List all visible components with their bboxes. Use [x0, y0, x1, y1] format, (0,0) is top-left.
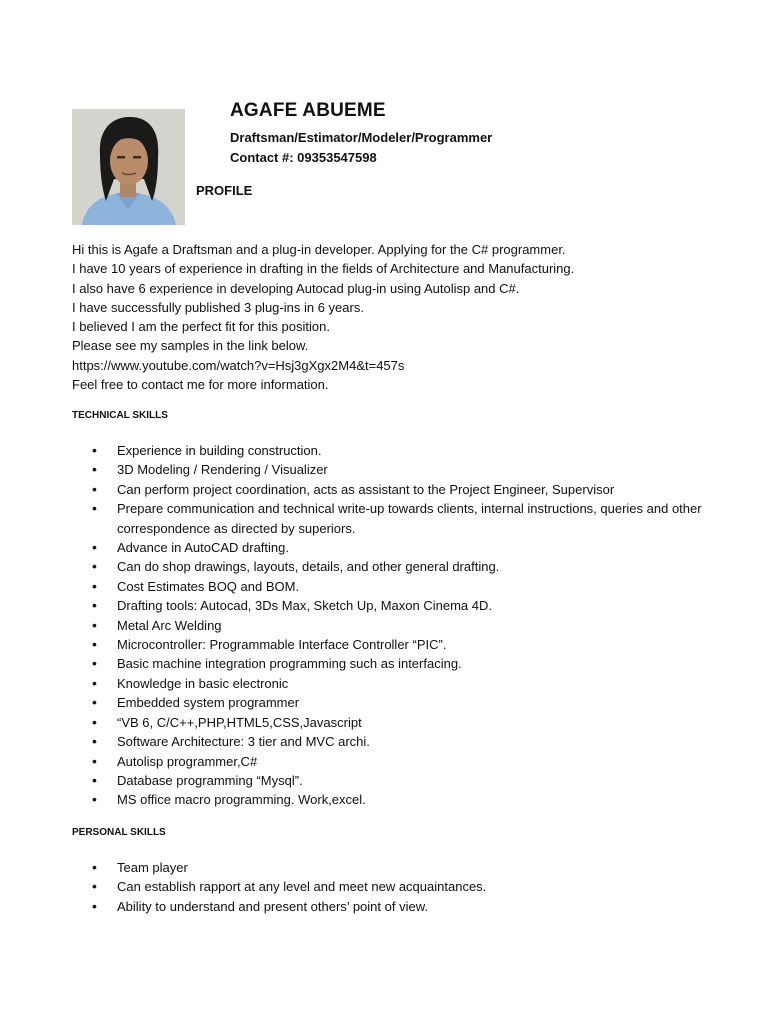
portrait-image	[72, 109, 185, 225]
list-item: • “VB 6, C/C++,PHP,HTML5,CSS,Javascript	[72, 713, 702, 732]
resume-header	[230, 100, 492, 168]
list-item: • Can establish rapport at any level and meet new acquaintances.	[72, 877, 702, 896]
list-item: • Prepare communication and technical write-up towards clients, internal instructions, queries and other correspondence as directed by superiors.	[72, 499, 702, 538]
intro-line: Feel free to contact me for more information.	[72, 377, 329, 393]
profile-intro	[72, 240, 712, 394]
list-item: • Advance in AutoCAD drafting.	[72, 538, 702, 557]
intro-line: Hi this is Agafe a Draftsman and a plug-in developer. Applying for the C# programmer.	[72, 242, 566, 257]
technical-skills-list	[72, 441, 702, 810]
list-item: • Embedded system programmer	[72, 693, 702, 712]
personal-skills-heading: PERSONAL SKILLS	[72, 827, 166, 838]
list-item: • Software Architecture: 3 tier and MVC archi.	[72, 732, 702, 751]
profile-heading: PROFILE	[196, 183, 253, 198]
list-item: • Autolisp programmer,C#	[72, 752, 702, 771]
candidate-name: AGAFE ABUEME	[230, 100, 386, 121]
list-item: • Microcontroller: Programmable Interface Controller “PIC”.	[72, 635, 702, 654]
list-item: • 3D Modeling / Rendering / Visualizer	[72, 460, 702, 479]
list-item: • Knowledge in basic electronic	[72, 674, 702, 693]
list-item: • Can perform project coordination, acts as assistant to the Project Engineer, Supervisor	[72, 480, 702, 499]
intro-line: I believed I am the perfect fit for this position.	[72, 319, 330, 335]
profile-photo	[72, 109, 185, 225]
list-item: • Metal Arc Welding	[72, 616, 702, 635]
list-item: • Team player	[72, 858, 702, 877]
list-item: • Basic machine integration programming such as interfacing.	[72, 654, 702, 673]
intro-line: Please see my samples in the link below.	[72, 338, 309, 354]
list-item: • MS office macro programming. Work,excel.	[72, 790, 702, 809]
list-item: • Experience in building construction.	[72, 441, 702, 460]
personal-skills-list	[72, 858, 702, 916]
list-item: • Cost Estimates BOQ and BOM.	[72, 577, 702, 596]
list-item: • Database programming “Mysql”.	[72, 771, 702, 790]
intro-line: I also have 6 experience in developing Autocad plug-in using Autolisp and C#.	[72, 280, 520, 296]
intro-line: I have successfully published 3 plug-ins in 6 years.	[72, 299, 364, 315]
intro-line: I have 10 years of experience in drafting in the fields of Architecture and Manufacturing.	[72, 261, 575, 277]
candidate-role: Draftsman/Estimator/Modeler/Programmer	[230, 130, 493, 145]
samples-link[interactable]: https://www.youtube.com/watch?v=Hsj3gXgx2M4&t=457s	[72, 357, 405, 373]
list-item: • Can do shop drawings, layouts, details, and other general drafting.	[72, 557, 702, 576]
list-item: • Ability to understand and present others’ point of view.	[72, 897, 702, 916]
candidate-contact: Contact #: 09353547598	[230, 150, 377, 165]
technical-skills-heading: TECHNICAL SKILLS	[72, 410, 168, 421]
list-item: • Drafting tools: Autocad, 3Ds Max, Sketch Up, Maxon Cinema 4D.	[72, 596, 702, 615]
